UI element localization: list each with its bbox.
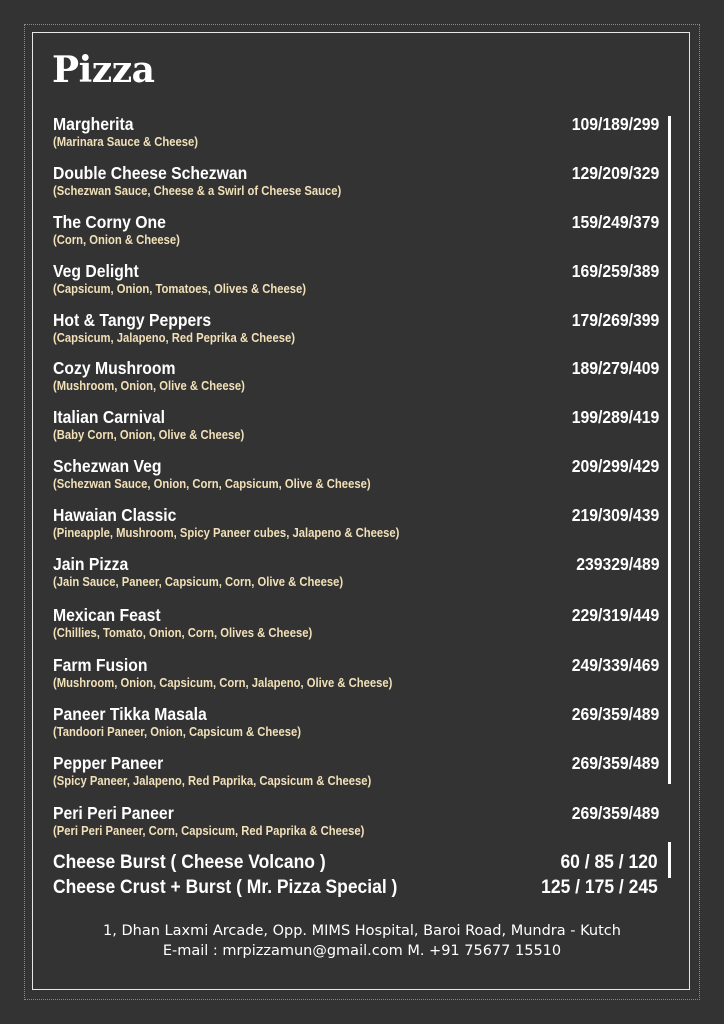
item-description: (Spicy Paneer, Jalapeno, Red Paprika, Capsicum & Cheese) bbox=[53, 773, 372, 788]
extras-divider-line bbox=[668, 842, 671, 878]
menu-item bbox=[53, 114, 659, 163]
extra-price: 125 / 175 / 245 bbox=[541, 877, 658, 898]
extras-list bbox=[53, 852, 658, 902]
item-name: Italian Carnival bbox=[53, 407, 166, 428]
extra-item bbox=[53, 877, 658, 902]
menu-item bbox=[53, 803, 659, 852]
item-price: 199/289/419 bbox=[571, 407, 659, 428]
menu-item bbox=[53, 753, 659, 804]
item-name: Hot & Tangy Peppers bbox=[53, 309, 212, 330]
item-price: 219/309/439 bbox=[571, 505, 659, 526]
menu-item bbox=[53, 505, 659, 554]
item-name: Schezwan Veg bbox=[53, 456, 162, 477]
item-description: (Schezwan Sauce, Cheese & a Swirl of Cheese Sauce) bbox=[53, 183, 342, 198]
item-description: (Baby Corn, Onion, Olive & Cheese) bbox=[53, 428, 245, 443]
item-name: The Corny One bbox=[53, 211, 166, 232]
item-description: (Mushroom, Onion, Capsicum, Corn, Jalapeno, Olive & Cheese) bbox=[53, 676, 393, 691]
item-price: 269/359/489 bbox=[571, 752, 659, 773]
item-price: 269/359/489 bbox=[571, 803, 659, 824]
menu-item bbox=[53, 163, 659, 212]
item-name: Margherita bbox=[53, 114, 134, 134]
item-price: 109/189/299 bbox=[571, 114, 659, 134]
extra-name: Cheese Burst ( Cheese Volcano ) bbox=[53, 852, 326, 873]
item-name: Mexican Feast bbox=[53, 604, 161, 625]
item-description: (Jain Sauce, Paneer, Capsicum, Corn, Olive & Cheese) bbox=[53, 575, 344, 590]
item-name: Double Cheese Schezwan bbox=[53, 162, 248, 183]
item-description: (Corn, Onion & Cheese) bbox=[53, 232, 180, 247]
price-divider-line bbox=[668, 116, 671, 784]
menu-item bbox=[53, 605, 659, 656]
menu-item bbox=[53, 655, 659, 704]
footer-contact bbox=[0, 921, 724, 961]
item-name: Jain Pizza bbox=[53, 554, 129, 575]
menu-item bbox=[53, 456, 659, 505]
item-name: Farm Fusion bbox=[53, 655, 148, 676]
item-description: (Peri Peri Paneer, Corn, Capsicum, Red Paprika & Cheese) bbox=[53, 824, 365, 839]
extra-item bbox=[53, 852, 658, 877]
item-description: (Pineapple, Mushroom, Spicy Paneer cubes, Jalapeno & Cheese) bbox=[53, 526, 400, 541]
item-description: (Capsicum, Jalapeno, Red Peprika & Cheese) bbox=[53, 330, 295, 345]
item-price: 229/319/449 bbox=[571, 604, 659, 625]
item-description: (Schezwan Sauce, Onion, Corn, Capsicum, Olive & Cheese) bbox=[53, 477, 371, 492]
item-name: Cozy Mushroom bbox=[53, 358, 176, 379]
menu-item bbox=[53, 212, 659, 261]
item-name: Pepper Paneer bbox=[53, 752, 164, 773]
item-description: (Chillies, Tomato, Onion, Corn, Olives & Cheese) bbox=[53, 625, 313, 640]
item-price: 209/299/429 bbox=[571, 456, 659, 477]
item-price: 189/279/409 bbox=[571, 358, 659, 379]
item-price: 179/269/399 bbox=[571, 309, 659, 330]
item-name: Paneer Tikka Masala bbox=[53, 703, 207, 724]
item-price: 239329/489 bbox=[575, 554, 659, 575]
item-description: (Mushroom, Onion, Olive & Cheese) bbox=[53, 379, 245, 394]
menu-item bbox=[53, 310, 659, 359]
item-name: Veg Delight bbox=[53, 260, 139, 281]
pizza-list bbox=[53, 114, 659, 852]
page-title: Pizza bbox=[52, 49, 155, 91]
item-price: 169/259/389 bbox=[571, 260, 659, 281]
item-name: Peri Peri Paneer bbox=[53, 803, 174, 824]
extra-name: Cheese Crust + Burst ( Mr. Pizza Special ) bbox=[53, 877, 398, 898]
menu-item bbox=[53, 407, 659, 456]
menu-item bbox=[53, 704, 659, 753]
item-price: 269/359/489 bbox=[571, 703, 659, 724]
menu-item bbox=[53, 358, 659, 407]
footer-email-phone: E-mail : mrpizzamun@gmail.com M. +91 75677 15510 bbox=[162, 943, 562, 959]
footer-address: 1, Dhan Laxmi Arcade, Opp. MIMS Hospital, Baroi Road, Mundra - Kutch bbox=[103, 923, 621, 939]
item-description: (Marinara Sauce & Cheese) bbox=[53, 135, 199, 149]
item-price: 129/209/329 bbox=[571, 162, 659, 183]
item-price: 249/339/469 bbox=[571, 655, 659, 676]
item-price: 159/249/379 bbox=[571, 211, 659, 232]
item-description: (Capsicum, Onion, Tomatoes, Olives & Cheese) bbox=[53, 281, 306, 296]
extra-price: 60 / 85 / 120 bbox=[560, 852, 658, 873]
item-name: Hawaian Classic bbox=[53, 505, 177, 526]
menu-item bbox=[53, 261, 659, 310]
menu-item bbox=[53, 554, 659, 605]
item-description: (Tandoori Paneer, Onion, Capsicum & Cheese) bbox=[53, 724, 301, 739]
